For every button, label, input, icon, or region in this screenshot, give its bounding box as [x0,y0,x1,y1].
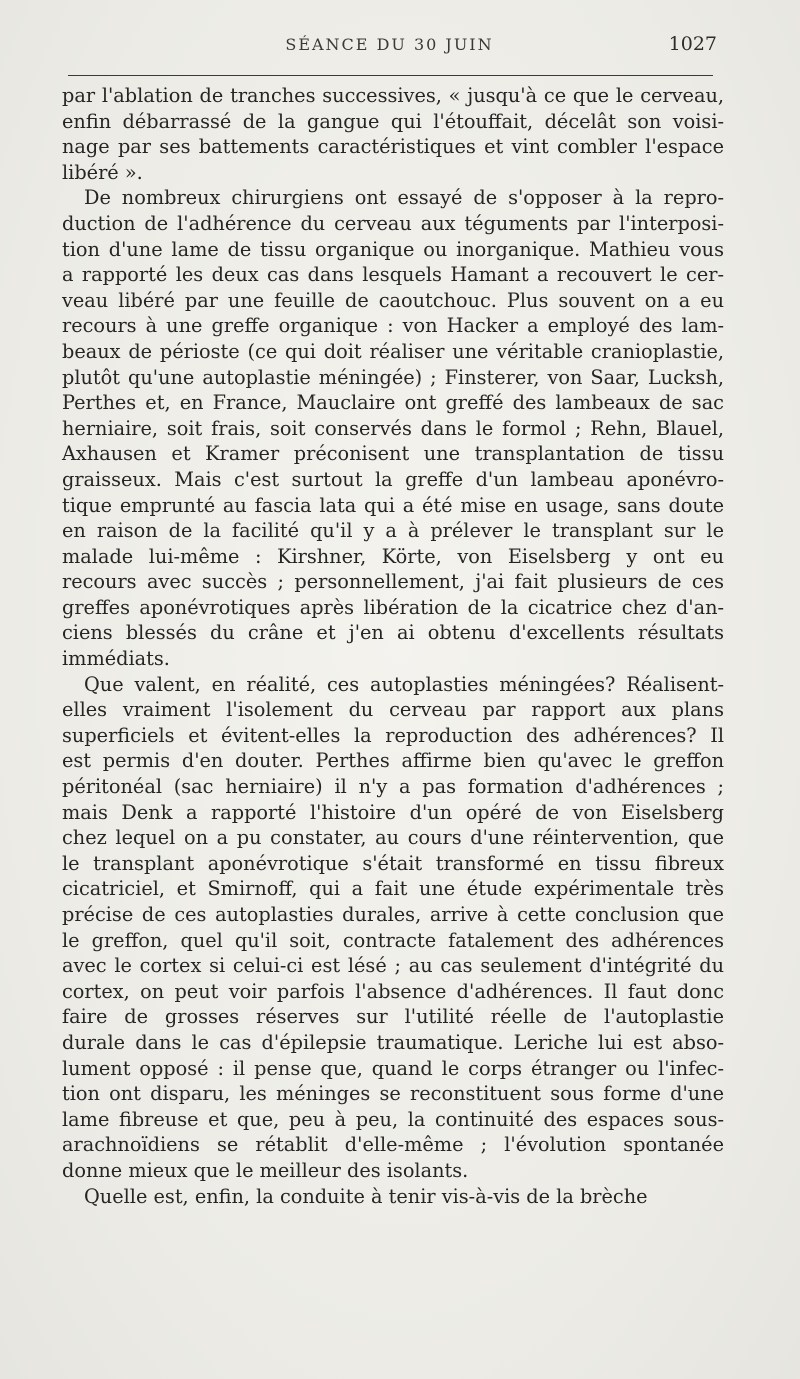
text-line: cortex, on peut voir parfois l'absence d'adhérences. Il faut donc [62,979,724,1003]
text-line: superficiels et évitent-elles la reproduction des adhérences? Il [62,723,724,747]
text-line: malade lui-même : Kirshner, Körte, von Eiselsberg y ont eu [62,544,724,568]
header-rule [68,75,713,76]
page-header [62,35,717,65]
running-head: SÉANCE DU 30 JUIN [285,35,494,54]
text-line: elles vraiment l'isolement du cerveau par rapport aux plans [62,698,724,722]
text-line: chez lequel on a pu constater, au cours d'une réintervention, que [62,826,724,850]
paragraph [62,1184,724,1210]
text-line: lame fibreuse et que, peu à peu, la continuité des espaces sous- [62,1107,724,1131]
text-line: cicatriciel, et Smirnoff, qui a fait une étude expérimentale très [62,877,724,901]
text-line: tion d'une lame de tissu organique ou inorganique. Mathieu vous [62,237,724,261]
text-line: le greffon, quel qu'il soit, contracte fatalement des adhérences [62,928,724,952]
text-line: ciens blessés du crâne et j'en ai obtenu d'excellents résultats [62,621,724,645]
text-line: Perthes et, en France, Mauclaire ont greffé des lambeaux de sac [62,391,724,415]
text-line: Que valent, en réalité, ces autoplasties méningées? Réalisent- [84,672,724,696]
paragraph [62,83,724,185]
text-line: beaux de périoste (ce qui doit réaliser une véritable cranioplastie, [62,339,724,363]
text-line: tion ont disparu, les méninges se reconstituent sous forme d'une [62,1082,724,1106]
text-line: péritonéal (sac herniaire) il n'y a pas formation d'adhérences ; [62,775,724,799]
text-line: recours avec succès ; personnellement, j'ai fait plusieurs de ces [62,570,724,594]
text-line: faire de grosses réserves sur l'utilité réelle de l'autoplastie [62,1005,724,1029]
text-line: De nombreux chirurgiens ont essayé de s'opposer à la repro- [84,186,724,210]
text-line: durale dans le cas d'épilepsie traumatique. Leriche lui est abso- [62,1030,724,1054]
text-line: enfin débarrassé de la gangue qui l'étouffait, décelât son voisi- [62,109,724,133]
text-line: graisseux. Mais c'est surtout la greffe d'un lambeau aponévro- [62,467,724,491]
text-line: recours à une greffe organique : von Hacker a employé des lam- [62,314,724,338]
text-line: précise de ces autoplasties durales, arrive à cette conclusion que [62,903,724,926]
text-line: par l'ablation de tranches successives, « jusqu'à ce que le cerveau, [62,84,724,107]
text-line: arachnoïdiens se rétablit d'elle-même ; l'évolution spontanée [62,1133,724,1157]
text-line: donne mieux que le meilleur des isolants. [62,1158,469,1182]
page-number: 1027 [668,33,717,55]
paragraph [62,185,724,671]
text-line: greffes aponévrotiques après libération de la cicatrice chez d'an- [62,595,724,619]
text-line: plutôt qu'une autoplastie méningée) ; Finsterer, von Saar, Lucksh, [62,365,724,389]
text-line: libéré ». [62,160,143,184]
text-line: herniaire, soit frais, soit conservés dans le formol ; Rehn, Blauel, [62,416,724,440]
text-line: nage par ses battements caractéristiques et vint combler l'espace [62,135,724,159]
text-line: veau libéré par une feuille de caoutchouc. Plus souvent on a eu [62,288,724,312]
text-line: immédiats. [62,647,170,671]
text-line: Quelle est, enfin, la conduite à tenir vis-à-vis de la brèche [84,1184,648,1208]
text-line: lument opposé : il pense que, quand le corps étranger ou l'infec- [62,1056,724,1080]
text-line: le transplant aponévrotique s'était transformé en tissu fibreux [62,851,724,875]
text-line: tique emprunté au fascia lata qui a été mise en usage, sans doute [62,493,724,517]
text-line: a rapporté les deux cas dans lesquels Hamant a recouvert le cer- [62,263,724,287]
text-line: en raison de la facilité qu'il y a à prélever le transplant sur le [62,519,724,543]
text-line: mais Denk a rapporté l'histoire d'un opéré de von Eiselsberg [62,800,724,824]
text-line: est permis d'en douter. Perthes affirme bien qu'avec le greffon [62,749,724,773]
paragraph [62,672,724,1184]
text-line: avec le cortex si celui-ci est lésé ; au cas seulement d'intégrité du [62,954,724,978]
text-line: Axhausen et Kramer préconisent une transplantation de tissu [62,442,724,466]
text-line: duction de l'adhérence du cerveau aux téguments par l'interposi- [62,211,724,235]
text-body [62,83,724,1209]
